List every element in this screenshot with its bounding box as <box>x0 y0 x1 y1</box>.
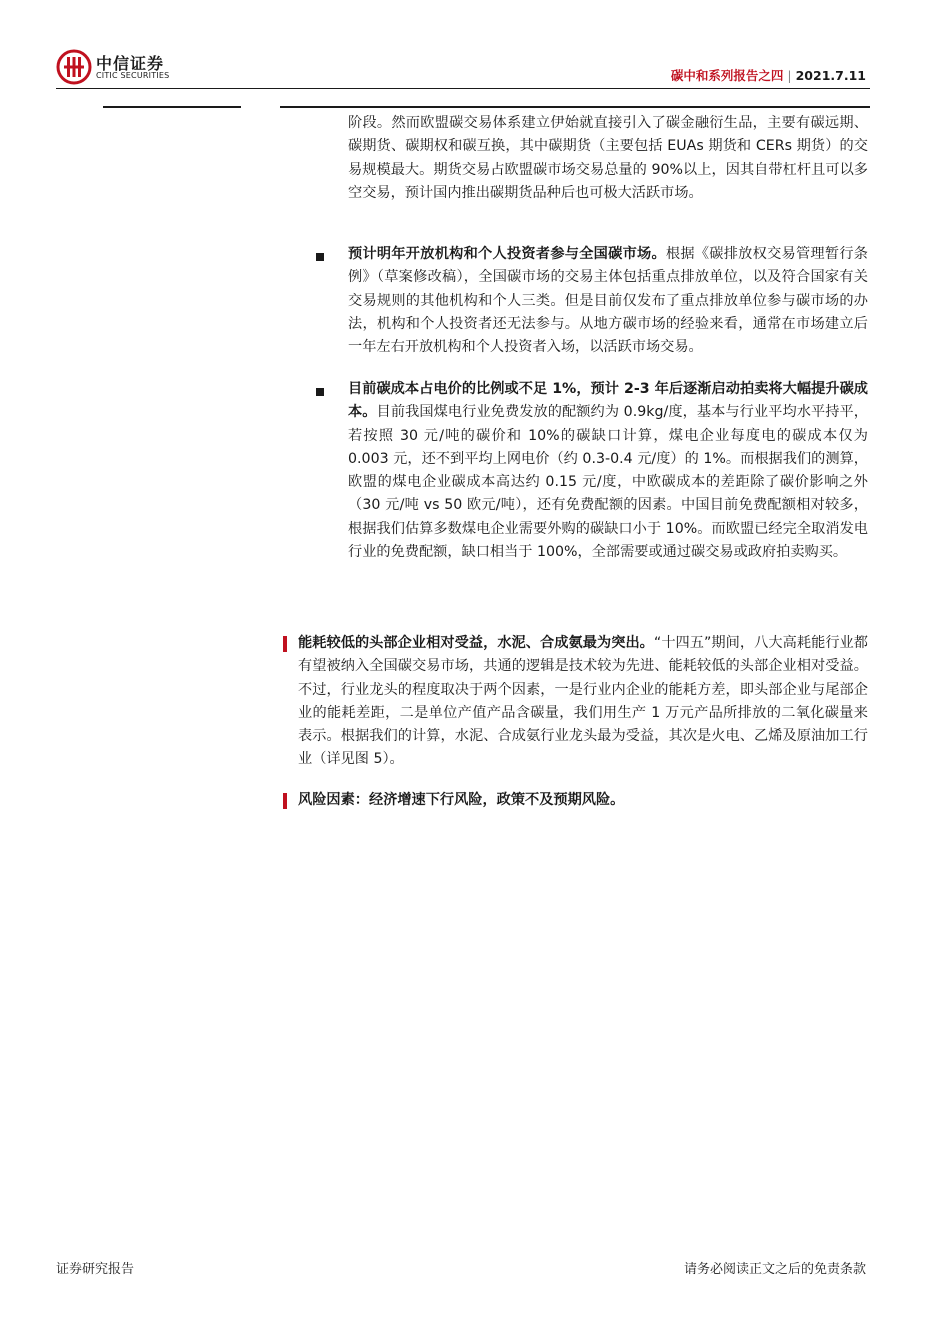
header-rule <box>56 88 870 89</box>
company-logo <box>56 49 216 85</box>
report-series: 碳中和系列报告之四 <box>670 68 784 83</box>
section-risk-factors <box>298 789 868 812</box>
section-risk-factors-heading: 风险因素：经济增速下行风险，政策不及预期风险。 <box>298 792 625 808</box>
paragraph-continuation: 阶段。然而欧盟碳交易体系建立伊始就直接引入了碳金融衍生品，主要有碳远期、碳期货、碳期权和碳互换，其中碳期货（主要包括 EUAs 期货和 CERs 期货）的交易规模最大。期货交易占欧盟碳市场交易总量的 90%以上，因其自带杠杆且可以多空交易，预计国内推出碳期货品种后也可极大活跃市场。 <box>348 115 868 201</box>
section-marker-icon <box>283 636 287 652</box>
bullet-carbon-cost-text: 目前我国煤电行业免费发放的配额约为 0.9kg/度，基本与行业平均水平持平，若按照 30 元/吨的碳价和 10%的碳缺口计算，煤电企业每度电的碳成本仅为 0.003 元，还不到平均上网电价（约 0.3-0.4 元/度）的 1%。而根据我们的测算，欧盟的煤电企业碳成本高达约 0.15 元/度，中欧碳成本的差距除了碳价影响之外（30 元/吨 vs 50 欧元/吨），还有免费配额的因素。中国目前免费配额相对较多，根据我们估算多数煤电企业需要外购的碳缺口小于 10%。而欧盟已经完全取消发电行业的免费配额，缺口相当于 100%，全部需要或通过碳交易或政府拍卖购买。 <box>348 404 868 561</box>
report-meta <box>671 66 866 84</box>
header-separator: | <box>787 68 792 83</box>
square-bullet-icon <box>316 253 324 261</box>
square-bullet-icon <box>316 388 324 396</box>
citic-logo-icon <box>56 49 92 85</box>
bullet-carbon-cost-heading: 目前碳成本占电价的比例或不足 1%，预计 2-3 年后逐渐启动拍卖将大幅提升碳成本。 <box>348 381 868 421</box>
page-header <box>0 0 950 110</box>
bullet-investors <box>348 243 868 359</box>
section-leading-firms-heading: 能耗较低的头部企业相对受益，水泥、合成氨最为突出。 <box>298 635 654 651</box>
bullet-investors-heading: 预计明年开放机构和个人投资者参与全国碳市场。 <box>348 246 666 262</box>
main-column-rule <box>280 106 870 108</box>
section-leading-firms <box>298 632 868 772</box>
bullet-carbon-cost <box>348 378 868 564</box>
bullet-investors-text: 根据《碳排放权交易管理暂行条例》（草案修改稿），全国碳市场的交易主体包括重点排放单位，以及符合国家有关交易规则的其他机构和个人三类。但是目前仅发布了重点排放单位参与碳市场的办法，机构和个人投资者还无法参与。从地方碳市场的经验来看，通常在市场建立后一年左右开放机构和个人投资者入场，以活跃市场交易。 <box>348 246 868 356</box>
report-date: 2021.7.11 <box>795 68 866 83</box>
footer-disclaimer: 请务必阅读正文之后的免责条款 <box>683 1262 866 1277</box>
section-marker-icon <box>283 793 287 809</box>
left-column-rule <box>103 106 241 108</box>
section-leading-firms-text: “十四五”期间，八大高耗能行业都有望被纳入全国碳交易市场，共通的逻辑是技术较为先进、能耗较低的头部企业相对受益。不过，行业龙头的程度取决于两个因素，一是行业内企业的能耗方差，即头部企业与尾部企业的能耗差距，二是单位产值产品含碳量，我们用生产 1 万元产品所排放的二氧化碳量来表示。根据我们的计算，水泥、合成氨行业龙头最为受益，其次是火电、乙烯及原油加工行业（详见图 5）。 <box>298 635 868 768</box>
footer-report-type: 证券研究报告 <box>56 1262 135 1277</box>
logo-chinese-name: 中信证券 <box>96 54 165 73</box>
logo-english-name: CITIC SECURITIES <box>96 71 170 80</box>
